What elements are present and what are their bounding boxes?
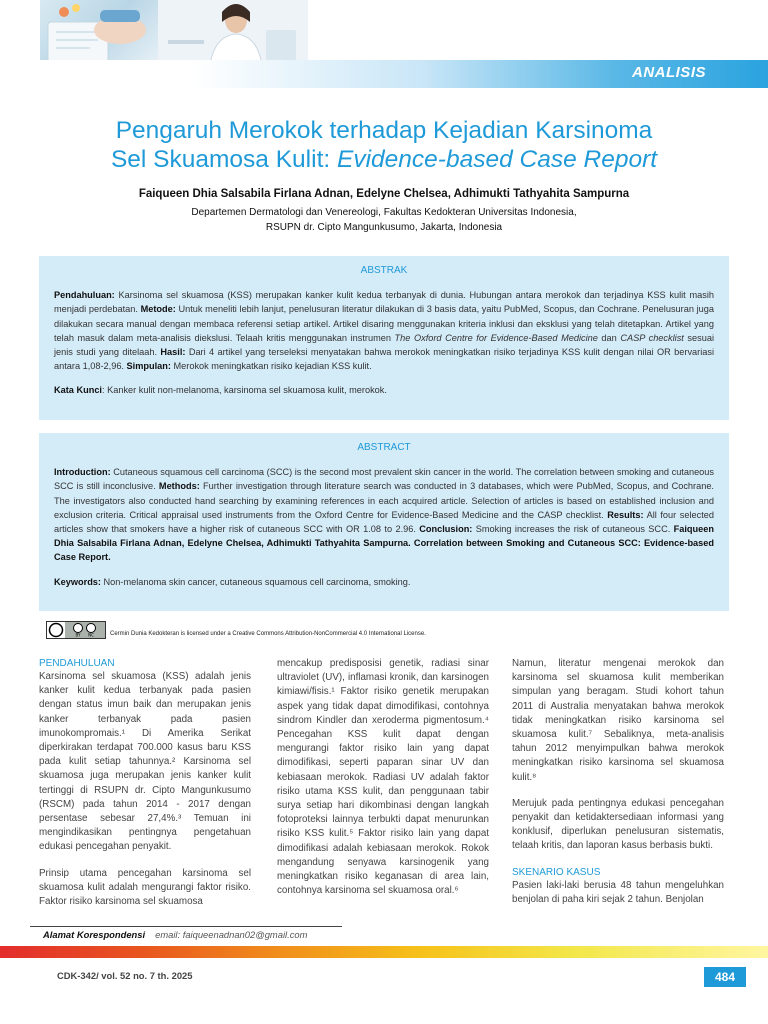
abstract-label-methods: Methods: [158,481,200,492]
journal-citation: CDK-342/ vol. 52 no. 7 th. 2025 [57,970,193,981]
abstract-keywords [54,575,714,589]
title-line-2-italic: Evidence-based Case Report [337,146,658,173]
abstrak-label-pendahuluan: Pendahuluan: [54,290,115,301]
abstrak-pendahuluan: Karsinoma sel skuamosa (KSS) merupakan kanker kulit kedua terbanyak di dunia. Hubungan antara merokok dan terjadinya KSS kulit masih menjadi perdebatan. [54,290,714,315]
paragraph-2: Prinsip utama pencegahan karsinoma sel skuamosa kulit adalah mengurangi faktor risiko. Faktor risiko karsinoma sel skuamosa [39,867,251,908]
header-photo-doctor [158,0,308,66]
abstrak-label-kata-kunci: Kata Kunci [54,385,102,396]
paragraph-4: Namun, literatur mengenai merokok dan karsinoma sel skuamosa kulit memberikan simpulan yang beragam. Studi kohort tahun 2011 di Australia menyatakan bahwa merokok tidak meningkatkan risiko karsinoma sel skuamosa kulit.⁷ Sebaliknya, meta-analisis tahun 2012 menyimpulkan bahwa merokok meningkatkan risiko karsinoma sel skuamosa kulit.⁸ [512,658,724,783]
abstrak-text [54,288,714,373]
paragraph-1: Karsinoma sel skuamosa (KSS) adalah jenis kanker kulit kedua terbanyak pada pasien dengan status imun baik dan merupakan jenis kanker terbanyak pada pasien imunokompromais.¹ Di Amerika Serikat diperkirakan terdapat 700.000 kasus baru KSS pada kulit setiap tahunnya.² Karsinoma sel skuamosa juga merupakan jenis kanker kulit tertinggi di RSUPN dr. Cipto Mangunkusumo (RSCM) pada tahun 2014 - 2017 dengan persentase sebesar 27,4%.³ Temuan ini mengindikasikan pentingnya pengetahuan edukasi pencegahan penyakit. [39,671,251,853]
cc-license-badge[interactable] [46,621,106,639]
abstrak-kata-kunci: : Kanker kulit non-melanoma, karsinoma sel skuamosa kulit, merokok. [102,385,387,396]
cc-nc-label: NC [88,632,94,638]
section-label: ANALISIS [631,64,706,81]
paragraph-6: Pasien laki-laki berusia 48 tahun mengeluhkan benjolan di paha kiri sejak 2 tahun. Benjolan [512,879,724,905]
abstrak-simpulan: Merokok meningkatkan risiko kejadian KSS kulit. [170,361,372,372]
title-line-2: Sel Skuamosa Kulit: [110,146,337,173]
abstract-box [39,433,729,611]
affiliation [0,205,768,235]
body-column-1 [39,657,251,921]
author-list: Faiqueen Dhia Salsabila Firlana Adnan, Edelyne Chelsea, Adhimukti Tathyahita Sampurna [138,188,630,200]
title-line-1: Pengaruh Merokok terhadap Kejadian Karsinoma [115,117,653,144]
correspondence-label: Alamat Korespondensi [43,929,146,940]
footnote-divider [30,926,342,927]
abstract-label-results: Results: [607,509,644,520]
footer-color-bar [0,946,768,958]
abstrak-dan: dan [597,332,621,343]
affiliation-line-2: RSUPN dr. Cipto Mangunkusumo, Jakarta, Indonesia [265,222,503,233]
abstract-intro: Cutaneous squamous cell carcinoma (SCC) is the second most prevalent skin cancer in the world. The correlation between smoking and cutaneous SCC is still inconclusive. [54,467,714,492]
affiliation-line-1: Departemen Dermatologi dan Venereologi, Fakultas Kedokteran Universitas Indonesia, [191,207,577,218]
abstrak-casp: CASP checklist [620,332,684,343]
abstract-results: All four selected articles show that smokers have a higher risk of cutaneous SCC with OR 1.08 to 2.96. [54,509,714,535]
abstract-label-keywords: Keywords: [54,576,101,587]
abstrak-oxford: The Oxford Centre for Evidence-Based Medicine [394,332,598,343]
cc-by-label: BY [75,632,81,638]
abstrak-label-hasil: Hasil: [160,347,186,358]
abstract-keywords-text: Non-melanoma skin cancer, cutaneous squamous cell carcinoma, smoking. [100,576,411,587]
abstrak-heading: ABSTRAK [360,265,408,276]
abstract-methods: Further investigation through literature search was conducted in 3 databases, which were PubMed, Scopus, and Cochrane. The investigators also conducted hand searching by examining references in each acquired article. Selection of articles is based on established inclusion and exclusion criteria. Critical appraisal used instruments from the Oxford Centre for Evidence-Based Medicine and the CASP checklist. [54,481,714,520]
abstract-heading: ABSTRACT [357,442,411,453]
abstract-label-conclusion: Conclusion: [419,524,473,535]
abstract-citation: Faiqueen Dhia Salsabila Firlana Adnan, Edelyne Chelsea, Adhimukti Tathyahita Sampurna. Correlation between Smoking and Cutaneous SCC: Evidence-based Case Report. [54,524,714,563]
abstract-text [54,465,714,564]
page-number: 484 [704,967,746,987]
body-column-3 [512,657,724,919]
abstrak-metode-2: sesuai jenis studi yang ditelaah. [54,332,714,358]
abstrak-box [39,256,729,420]
paragraph-5: Merujuk pada pentingnya edukasi pencegahan penyakit dan ketidaktersediaan informasi yang konklusif, diperlukan penelusuran sistematis, telaah kritis, dan laporan kasus berbasis bukti. [512,797,724,852]
abstrak-hasil: Dari 4 artikel yang terseleksi menyatakan bahwa merokok meningkatkan risiko terjadinya KSS kulit dengan nilai OR bervariasi antara 1,08-2,96. [54,347,714,372]
paragraph-3: mencakup predisposisi genetik, radiasi sinar ultraviolet (UV), inflamasi kronik, dan karsinogen kimiawi/fisis.¹ Faktor risiko genetik merupakan aspek yang tidak dapat dimodifikasi, contohnya sindrom Kindler dan xeroderma pigmentosum.⁴ Pencegahan KSS kulit dapat dengan mengurangi faktor risiko lain yang dapat dimodifikasi, seperti paparan sinar UV dan kebiasaan merokok. Radiasi UV adalah faktor risiko utama KSS kulit, dan penggunaan tabir surya setiap hari dikombinasi dengan langkah fotoproteksi lainnya terbukti dapat menurunkan risiko KSS kulit.⁵ Faktor risiko lain yang dapat dimodifikasi adalah kebiasaan merokok. Rokok mengandung senyawa karsinogenik yang meningkatkan risiko keganasan di area lain, contohnya karsinoma sel skuamosa oral.⁶ [277,658,489,897]
header-photo-hands [40,0,158,66]
heading-skenario-kasus: SKENARIO KASUS [512,866,601,878]
abstract-label-intro: Introduction: [54,467,111,478]
abstract-conclusion: Smoking increases the risk of cutaneous SCC. [472,524,674,535]
abstrak-label-simpulan: Simpulan: [126,361,171,372]
abstrak-keywords [54,383,714,397]
correspondence [43,929,307,940]
correspondence-email[interactable]: email: faiqueenadnan02@gmail.com [155,929,308,940]
abstrak-metode-1: Untuk meneliti lebih lanjut, penelusuran literatur dilakukan di 3 basis data, yaitu PubMed, Scopus, dan Cochrane. Penelusuran juga dilakukan secara manual dengan membaca referensi setiap artikel. Artikel disaring menggunakan kriteria inklusi dan eksklusi yang telah ditetapkan. Artikel yang telah masuk dalam meta-analisis diekslusi. Telaah kritis menggunakan instrumen [54,304,714,343]
article-title [0,116,768,174]
abstrak-label-metode: Metode: [140,304,176,315]
body-column-2 [277,657,489,910]
license-text: Cermin Dunia Kedokteran is licensed under a Creative Commons Attribution-NonCommercial 4.0 International License. [110,631,426,637]
heading-pendahuluan: PENDAHULUAN [39,658,115,669]
